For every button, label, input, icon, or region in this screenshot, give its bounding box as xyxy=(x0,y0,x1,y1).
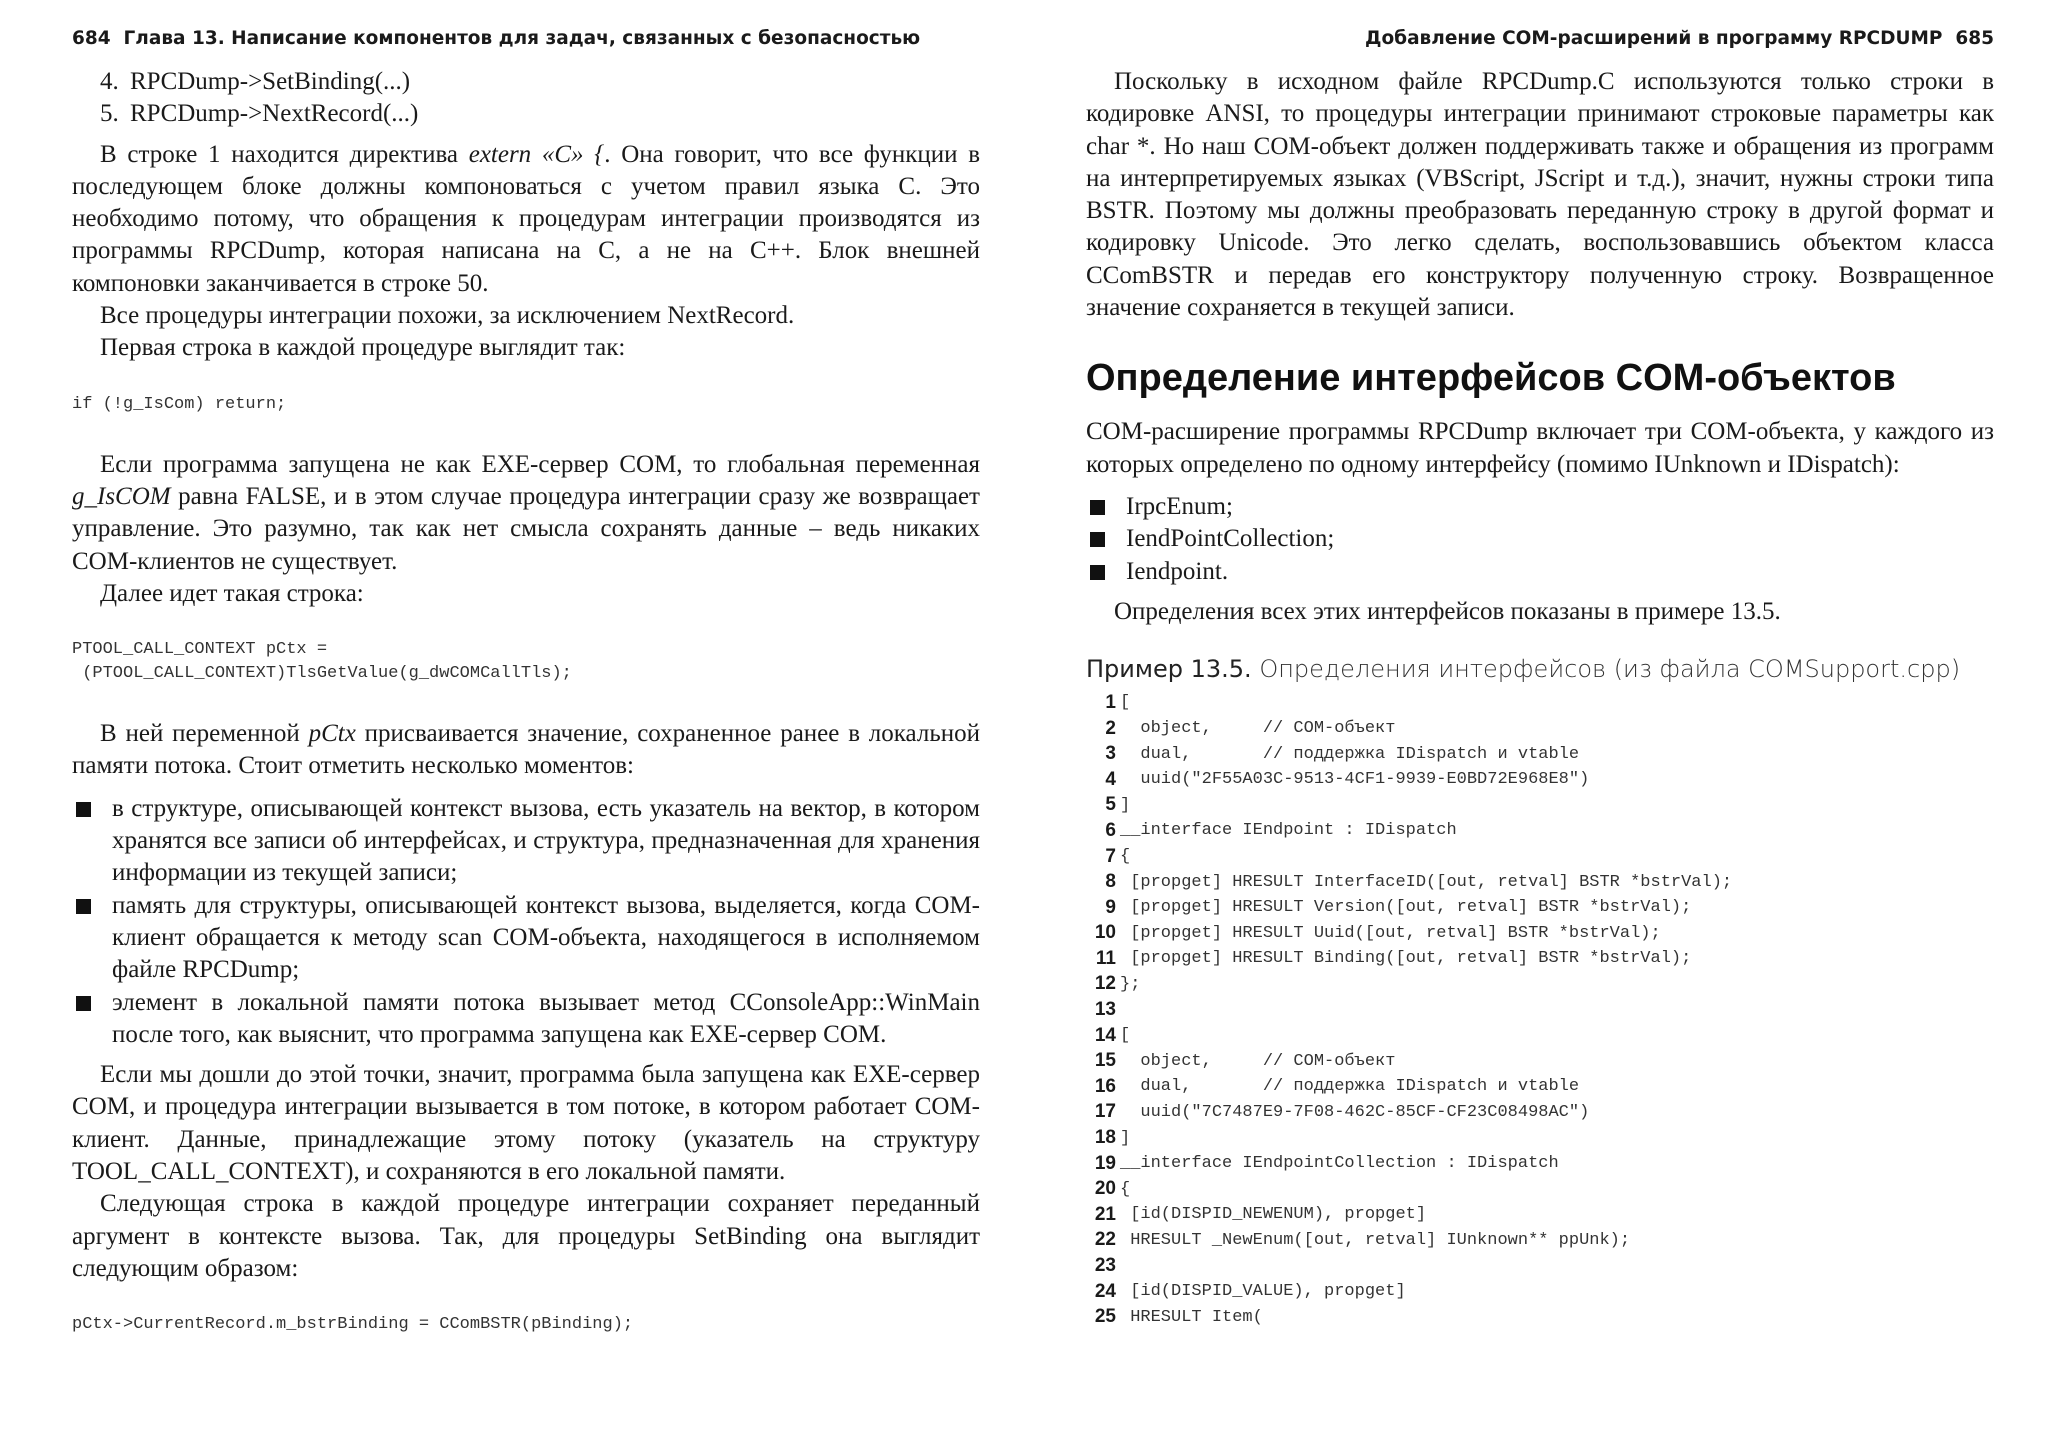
line-code: HRESULT _NewEnum([out, retval] IUnknown** ppUnk); xyxy=(1120,1230,1631,1250)
list-item-text: RPCDump->NextRecord(...) xyxy=(130,100,419,128)
paragraph-first-line: Первая строка в каждой процедуре выглядит так: xyxy=(100,334,626,362)
listing-line xyxy=(1086,1125,1994,1151)
bullet-item xyxy=(1086,523,1994,555)
bullet-item xyxy=(1086,491,1994,523)
bullet-text: элемент в локальной памяти потока вызывает метод CConsoleApp::WinMain после того, как выяснит, что программа запущена как EXE-сервер COM. xyxy=(112,988,980,1048)
line-number: 17 xyxy=(1094,1101,1116,1123)
square-bullet-icon xyxy=(1090,500,1105,515)
section-heading: Определение интерфейсов COM-объектов xyxy=(1086,357,1896,400)
code-snippet-binding: pCtx->CurrentRecord.m_bstrBinding = CComBSTR(pBinding); xyxy=(72,1315,634,1335)
paragraph-ansi-strings: Поскольку в исходном файле RPCDump.C используются только строки в кодировке ANSI, то процедуры интеграции принимают строковые параметры как char *. Но наш COM-объект должен поддерживать также и обращения из программ на интерпретируемых языках (VBScript, JScript и т.д.), значит, нужны строки типа BSTR. Поэтому мы должны преобразовать переданную строку в другой формат и кодировку Unicode. Это легко сделать, воспользовавшись объектом класса CComBSTR и передав его конструктору полученную строку. Возвращенное значение сохраняется в текущей записи. xyxy=(1086,68,1994,322)
text-run: . Она говорит, что все функции в последующем блоке должны компоноваться с учетом правил языка C. Это необходимо потому, что обращения к процедурам интеграции производятся из программы RPCDump, которая написана на C, а не на C++. Блок внешней компоновки заканчивается в строке 50. xyxy=(72,140,981,297)
listing-line xyxy=(1086,1100,1994,1126)
line-number: 20 xyxy=(1094,1178,1116,1200)
list-item xyxy=(72,66,980,98)
line-number: 6 xyxy=(1105,819,1116,841)
line-code: [id(DISPID_VALUE), propget] xyxy=(1120,1282,1406,1302)
text-run: равна FALSE, и в этом случае процедура интеграции сразу же возвращает управление. Это разумно, так как нет смысла сохранять данные – ведь никаких COM-клиентов не существует. xyxy=(72,482,980,575)
listing-line xyxy=(1086,921,1994,947)
bullet-item xyxy=(72,890,980,987)
listing-line xyxy=(1086,741,1994,767)
line-code: HRESULT Item( xyxy=(1120,1307,1263,1327)
text-run: В строке 1 находится директива xyxy=(100,140,469,168)
bullet-item xyxy=(1086,556,1994,588)
bullet-text: в структуре, описывающей контекст вызова, есть указатель на вектор, в котором хранятся все записи об интерфейсах, и структура, предназначенная для хранения информации из текущей записи; xyxy=(112,794,980,887)
line-number: 25 xyxy=(1094,1306,1116,1328)
line-code: uuid("2F55A03C-9513-4CF1-9939-E0BD72E968E8") xyxy=(1120,770,1590,790)
square-bullet-icon xyxy=(1090,565,1105,580)
listing-line xyxy=(1086,997,1994,1023)
paragraph-definitions-shown: Определения всех этих интерфейсов показаны в примере 13.5. xyxy=(1114,597,1781,625)
paragraph-procedures-similar: Все процедуры интеграции похожи, за исключением NextRecord. xyxy=(100,302,795,330)
listing-line xyxy=(1086,869,1994,895)
square-bullet-icon xyxy=(76,996,91,1011)
numbered-list xyxy=(72,66,980,131)
paragraph-extern-c xyxy=(72,139,980,300)
line-code: __interface IEndpointCollection : IDispatch xyxy=(1120,1154,1559,1174)
line-number: 22 xyxy=(1094,1229,1116,1251)
left-running-head-title: Глава 13. Написание компонентов для задач, связанных с безопасностью xyxy=(123,28,921,49)
list-item xyxy=(72,98,980,130)
code-listing xyxy=(1086,690,1994,1330)
right-running-head-title: Добавление COM-расширений в программу RPCDUMP xyxy=(1364,28,1943,49)
listing-line xyxy=(1086,690,1994,716)
example-label: Пример 13.5. xyxy=(1086,655,1252,684)
line-number: 13 xyxy=(1094,999,1116,1021)
right-running-header xyxy=(1365,28,1994,49)
listing-line xyxy=(1086,716,1994,742)
listing-line xyxy=(1086,793,1994,819)
listing-line xyxy=(1086,844,1994,870)
listing-line xyxy=(1086,818,1994,844)
listing-line xyxy=(1086,972,1994,998)
left-text-column xyxy=(72,66,980,1369)
listing-line xyxy=(1086,895,1994,921)
bullet-list xyxy=(72,793,980,1051)
bullet-text: память для структуры, описывающей контекст вызова, выделяется, когда COM-клиент обращается к методу scan COM-объекта, находящегося в исполняемом файле RPCDump; xyxy=(112,891,980,984)
line-number: 11 xyxy=(1095,947,1116,969)
line-number: 8 xyxy=(1105,871,1116,893)
text-run: В ней переменной xyxy=(100,720,309,748)
line-code: __interface IEndpoint : IDispatch xyxy=(1120,821,1457,841)
listing-line xyxy=(1086,1176,1994,1202)
line-code: dual, // поддержка IDispatch и vtable xyxy=(1120,1077,1580,1097)
line-number: 23 xyxy=(1094,1255,1116,1277)
square-bullet-icon xyxy=(76,899,91,914)
paragraph-next-line: Далее идет такая строка: xyxy=(100,579,364,607)
square-bullet-icon xyxy=(1090,532,1105,547)
line-number: 12 xyxy=(1094,973,1116,995)
line-number: 19 xyxy=(1094,1152,1116,1174)
listing-line xyxy=(1086,1151,1994,1177)
line-code: [id(DISPID_NEWENUM), propget] xyxy=(1120,1205,1427,1225)
line-code: uuid("7C7487E9-7F08-462C-85CF-CF23C08498AC") xyxy=(1120,1102,1590,1122)
example-description: Определения интерфейсов (из файла COMSupport.cpp) xyxy=(1259,655,1961,684)
emphasis: g_IsCOM xyxy=(72,482,171,510)
line-number: 15 xyxy=(1094,1050,1116,1072)
line-code: [propget] HRESULT Uuid([out, retval] BSTR *bstrVal); xyxy=(1120,923,1661,943)
line-number: 24 xyxy=(1094,1280,1116,1302)
line-code: dual, // поддержка IDispatch и vtable xyxy=(1120,744,1580,764)
line-code: [ xyxy=(1120,1026,1131,1046)
line-code: [propget] HRESULT Version([out, retval] BSTR *bstrVal); xyxy=(1120,898,1692,918)
right-page-number: 685 xyxy=(1955,28,1994,49)
left-page-number: 684 xyxy=(72,28,111,49)
bullet-text: IrpcEnum; xyxy=(1126,492,1233,520)
line-code: object, // COM-объект xyxy=(1120,719,1396,739)
line-code: object, // COM-объект xyxy=(1120,1051,1396,1071)
right-text-column xyxy=(1086,66,1994,1330)
listing-line xyxy=(1086,1202,1994,1228)
code-snippet-tlsgetvalue: PTOOL_CALL_CONTEXT pCtx = (PTOOL_CALL_CONTEXT)TlsGetValue(g_dwCOMCallTls); xyxy=(72,640,572,684)
paragraph-pctx xyxy=(72,718,980,783)
emphasis: pCtx xyxy=(308,720,356,748)
line-code: { xyxy=(1120,1179,1131,1199)
line-code: ] xyxy=(1120,1128,1131,1148)
right-page xyxy=(1024,0,2048,1447)
emphasis: extern «C» { xyxy=(468,140,605,168)
line-code: ] xyxy=(1120,795,1131,815)
line-number: 9 xyxy=(1105,896,1116,918)
listing-line xyxy=(1086,1074,1994,1100)
listing-line xyxy=(1086,1279,1994,1305)
listing-line xyxy=(1086,1023,1994,1049)
listing-line xyxy=(1086,946,1994,972)
line-number: 14 xyxy=(1094,1024,1116,1046)
example-caption xyxy=(1086,654,1994,684)
line-number: 4 xyxy=(1105,768,1116,790)
paragraph-three-objects: COM-расширение программы RPCDump включает три COM-объекта, у каждого из которых определено по одному интерфейсу (помимо IUnknown и IDispatch): xyxy=(1086,418,1994,478)
listing-line xyxy=(1086,1304,1994,1330)
listing-line xyxy=(1086,1048,1994,1074)
bullet-item xyxy=(72,987,980,1052)
line-code: }; xyxy=(1120,974,1141,994)
line-code: [propget] HRESULT InterfaceID([out, retval] BSTR *bstrVal); xyxy=(1120,872,1733,892)
bullet-text: IendPointCollection; xyxy=(1126,525,1335,553)
paragraph-next-saves: Следующая строка в каждой процедуре интеграции сохраняет переданный аргумент в контексте вызова. Так, для процедуры SetBinding она выглядит следующим образом: xyxy=(72,1190,980,1282)
line-code: { xyxy=(1120,847,1131,867)
line-code: [propget] HRESULT Binding([out, retval] BSTR *bstrVal); xyxy=(1120,949,1692,969)
text-run: присваивается значение, сохраненное ранее в локальной памяти потока. Стоит отметить несколько моментов: xyxy=(72,720,981,780)
listing-line xyxy=(1086,767,1994,793)
paragraph-reached-point: Если мы дошли до этой точки, значит, программа была запущена как EXE-сервер COM, и процедура интеграции вызывается в том потоке, в котором работает COM-клиент. Данные, принадлежащие этому потоку (указатель на структуру TOOL_CALL_CONTEXT), и сохраняются в его локальной памяти. xyxy=(72,1061,980,1186)
line-number: 7 xyxy=(1105,845,1116,867)
line-number: 10 xyxy=(1094,922,1116,944)
list-item-text: RPCDump->SetBinding(...) xyxy=(130,68,411,95)
list-item-number: 4. xyxy=(100,68,119,95)
code-snippet-iscom: if (!g_IsCom) return; xyxy=(72,394,287,414)
line-number: 21 xyxy=(1094,1203,1116,1225)
left-running-header xyxy=(72,28,920,49)
line-number: 3 xyxy=(1105,743,1116,765)
line-number: 16 xyxy=(1094,1075,1116,1097)
line-number: 1 xyxy=(1105,691,1116,713)
listing-line xyxy=(1086,1253,1994,1279)
line-number: 5 xyxy=(1105,794,1116,816)
paragraph-exe-server xyxy=(72,449,980,578)
line-number: 18 xyxy=(1094,1127,1116,1149)
line-number: 2 xyxy=(1105,717,1116,739)
text-run: Если программа запущена не как EXE-сервер COM, то глобальная переменная xyxy=(100,450,980,478)
list-item-number: 5. xyxy=(100,100,119,128)
bullet-item xyxy=(72,793,980,890)
listing-line xyxy=(1086,1228,1994,1254)
interface-bullet-list xyxy=(1086,491,1994,588)
line-code: [ xyxy=(1120,693,1131,713)
bullet-text: Iendpoint. xyxy=(1126,557,1229,585)
square-bullet-icon xyxy=(76,802,91,817)
